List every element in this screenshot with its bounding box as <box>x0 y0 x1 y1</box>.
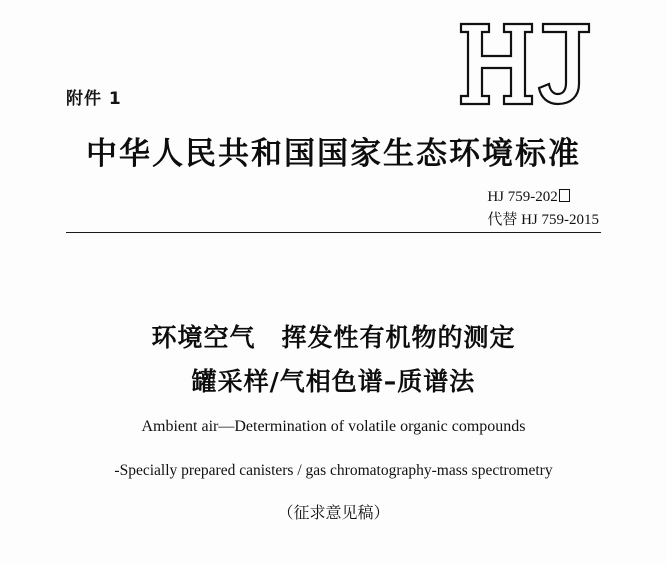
standard-number-blank-box-icon <box>559 189 570 202</box>
hj-emblem-icon <box>455 18 595 110</box>
standard-number: HJ 759-202 <box>487 189 558 205</box>
english-title-line-1: Ambient air—Determination of volatile organic compounds <box>141 418 526 435</box>
standard-number-line <box>487 186 599 209</box>
subject-title-line-1: 环境空气 挥发性有机物的测定 <box>151 323 516 352</box>
attachment-label: 附件 1 <box>66 89 122 109</box>
draft-notice: （征求意见稿） <box>277 503 390 522</box>
standard-number-block <box>487 186 599 231</box>
replaces-number: 代替 HJ 759-2015 <box>487 211 599 228</box>
subject-title-line-2: 罐采样/气相色谱–质谱法 <box>191 367 476 396</box>
english-title-line-2: -Specially prepared canisters / gas chromatography-mass spectrometry <box>114 462 553 479</box>
standard-authority-title: 中华人民共和国国家生态环境标准 <box>86 136 581 172</box>
header-divider <box>66 232 601 233</box>
